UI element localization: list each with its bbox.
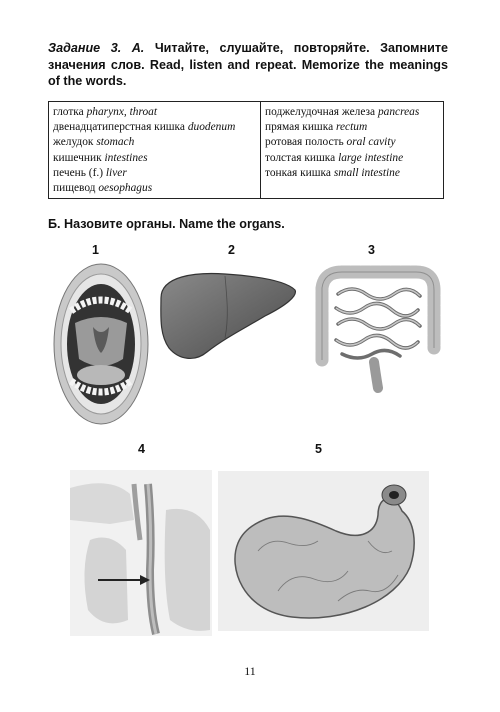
vocabulary-table <box>48 101 444 199</box>
vocab-en: liver <box>105 166 127 179</box>
vocab-entry <box>265 135 439 150</box>
vocab-entry <box>53 151 256 166</box>
section-b-title: Б. Назовите органы. Name the organs. <box>48 217 285 231</box>
stomach-illustration <box>218 471 429 631</box>
vocab-en: pharynx, throat <box>86 106 158 118</box>
task-label: Задание 3. А. <box>48 41 145 55</box>
vocab-en: intestines <box>104 151 148 164</box>
vocab-entry <box>53 135 256 150</box>
vocab-ru: глотка <box>53 106 84 118</box>
vocab-entry <box>53 181 256 196</box>
vocab-ru: желудок <box>53 136 94 149</box>
vocab-entry <box>265 166 439 181</box>
vocab-en: pancreas <box>377 106 420 118</box>
vocab-entry <box>53 166 256 181</box>
vocab-en: large intestine <box>338 151 404 164</box>
task-instructions: Читайте, слушайте, повторяйте. Запомните значения слов. Read, listen and repeat. Memorize the meanings of the words. <box>48 41 449 88</box>
page-number: 11 <box>244 664 256 678</box>
oral-cavity-illustration <box>53 263 149 425</box>
vocabulary-column-right <box>261 102 443 198</box>
vocab-en: small intestine <box>333 166 400 179</box>
vocab-en: oral cavity <box>346 136 396 149</box>
figure-number-4: 4 <box>138 442 145 456</box>
vocab-en: stomach <box>96 136 135 149</box>
vocab-ru: двенадцатиперстная кишка <box>53 121 185 134</box>
vocab-entry <box>265 120 439 135</box>
liver-illustration <box>155 268 299 364</box>
vocab-entry <box>53 105 256 120</box>
vocab-entry <box>53 120 256 135</box>
figure-number-5: 5 <box>315 442 322 456</box>
vocab-ru: тонкая кишка <box>265 166 331 179</box>
vocab-ru: ротовая полость <box>265 136 344 149</box>
vocab-en: rectum <box>335 121 368 134</box>
vocabulary-column-left <box>49 102 261 198</box>
figure-number-1: 1 <box>92 243 99 257</box>
vocab-entry <box>265 151 439 166</box>
vocab-ru: толстая кишка <box>265 151 336 164</box>
figure-number-2: 2 <box>228 243 235 257</box>
vocab-en: oesophagus <box>98 182 153 195</box>
vocab-ru: поджелудочная железа <box>265 106 376 118</box>
vocab-en: duodenum <box>187 121 236 134</box>
vocab-ru: кишечник <box>53 151 102 164</box>
figure-number-3: 3 <box>368 243 375 257</box>
oesophagus-illustration <box>70 470 212 636</box>
vocab-entry <box>265 105 439 120</box>
task-title <box>48 40 448 90</box>
vocab-ru: печень (f.) <box>53 166 104 179</box>
vocab-ru: пищевод <box>53 182 96 195</box>
vocab-ru: прямая кишка <box>265 121 334 134</box>
intestines-illustration <box>312 264 444 394</box>
